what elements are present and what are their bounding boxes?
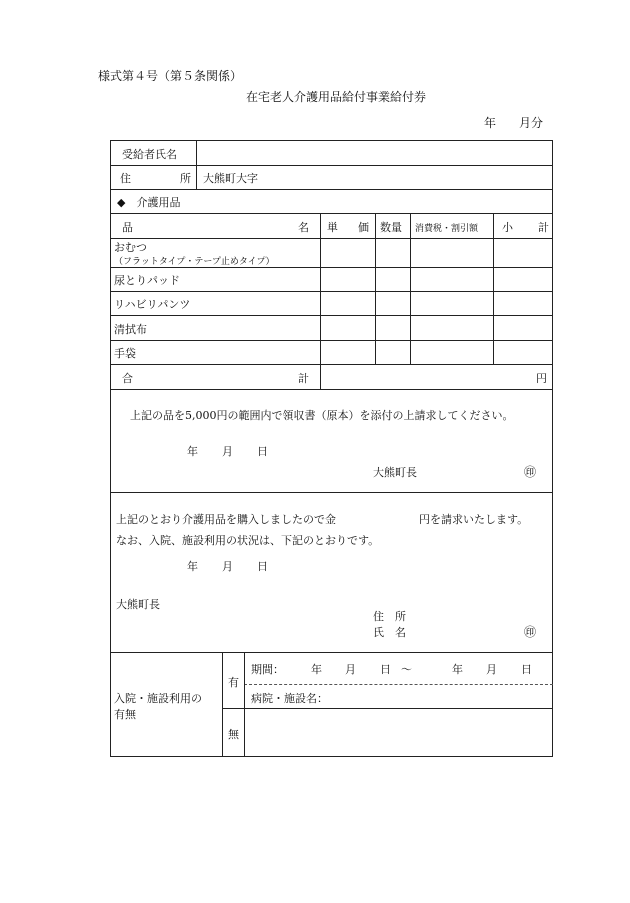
claim-name-label: 氏 名	[373, 626, 406, 639]
address-value: 大熊町大字	[203, 172, 258, 185]
total-label-1: 合	[122, 372, 133, 385]
rule-h6	[110, 291, 553, 292]
col-price-1: 単	[327, 221, 338, 234]
period-start-year: 年	[311, 663, 322, 676]
period-end-month: 月	[486, 663, 497, 676]
rule-v-name	[196, 140, 197, 165]
hospital-no: 無	[228, 728, 239, 741]
claim-seal: ㊞	[524, 625, 537, 639]
col-quantity: 数量	[380, 221, 402, 234]
dashed-rule	[244, 684, 553, 685]
col-item-1: 品	[122, 221, 133, 234]
col-tax-discount: 消費税・割引額	[415, 224, 479, 234]
item-wipes: 清拭布	[114, 323, 147, 336]
rule-h13	[244, 708, 553, 709]
rule-v-address	[196, 165, 197, 189]
rule-v-tax	[410, 213, 411, 364]
rule-h1	[110, 165, 553, 166]
rule-h3	[110, 213, 553, 214]
item-rehab-pants: リハビリパンツ	[114, 298, 191, 311]
facility-label: 病院・施設名：	[251, 692, 328, 705]
claim-date-year: 年	[187, 560, 198, 573]
rule-v-qty	[375, 213, 376, 364]
period-tilde: ～	[401, 663, 412, 676]
claim-line1-a: 上記のとおり介護用品を購入しましたので金	[116, 513, 336, 526]
total-yen: 円	[536, 372, 547, 385]
notice-date-month: 月	[222, 445, 233, 458]
rule-h11	[110, 492, 553, 493]
item-urine-pad: 尿とりパッド	[114, 274, 180, 287]
rule-v-subtotal	[493, 213, 494, 364]
form-number: 様式第４号（第５条関係）	[98, 69, 243, 83]
claim-address-label: 住 所	[373, 610, 406, 623]
rule-h2	[110, 189, 553, 190]
notice-issuer: 大熊町長	[373, 466, 417, 479]
claim-date-month: 月	[222, 560, 233, 573]
col-subtotal-1: 小	[502, 221, 513, 234]
rule-h9	[110, 364, 553, 365]
rule-h-yesno	[222, 708, 244, 709]
mayor-notice-text: 上記の品を5,000円の範囲内で領収書（原本）を添付の上請求してください。	[130, 409, 514, 422]
col-subtotal-2: 計	[538, 221, 549, 234]
rule-h8	[110, 340, 553, 341]
address-label-2: 所	[180, 172, 191, 185]
hospital-label-2: 有無	[114, 708, 136, 721]
header-month-label: 月分	[519, 116, 544, 130]
col-item-2: 名	[298, 221, 309, 234]
period-end-day: 日	[521, 663, 532, 676]
address-label-1: 住	[120, 172, 131, 185]
document-title: 在宅老人介護用品給付事業給付券	[246, 90, 427, 104]
recipient-name-label: 受給者氏名	[122, 148, 177, 161]
hospital-label-1: 入院・施設利用の	[114, 692, 202, 705]
claim-date-day: 日	[257, 560, 268, 573]
rule-v-hosp1	[222, 652, 223, 757]
claim-line1-b: 円を請求いたします。	[419, 513, 529, 526]
rule-h12	[110, 652, 553, 653]
period-start-month: 月	[345, 663, 356, 676]
rule-h10	[110, 389, 553, 390]
notice-seal: ㊞	[524, 465, 537, 479]
claim-line2: なお、入院、施設利用の状況は、下記のとおりです。	[116, 534, 380, 547]
col-price-2: 価	[358, 221, 369, 234]
period-start-day: 日	[380, 663, 391, 676]
item-diaper: おむつ	[114, 241, 147, 254]
notice-date-year: 年	[187, 445, 198, 458]
supplies-section-label: ◆ 介護用品	[117, 196, 181, 209]
item-diaper-sub: （フラットタイプ・テープ止めタイプ）	[114, 257, 275, 267]
notice-date-day: 日	[257, 445, 268, 458]
header-year-label: 年	[484, 116, 497, 130]
rule-h7	[110, 315, 553, 316]
rule-h5	[110, 267, 553, 268]
period-label: 期間：	[251, 663, 284, 676]
item-gloves: 手袋	[114, 347, 136, 360]
claim-addressee: 大熊町長	[116, 598, 160, 611]
rule-h4	[110, 238, 553, 239]
hospital-yes: 有	[228, 676, 239, 689]
period-end-year: 年	[452, 663, 463, 676]
total-label-2: 計	[298, 372, 309, 385]
rule-v-price	[320, 213, 321, 389]
rule-v-hosp2	[244, 652, 245, 757]
